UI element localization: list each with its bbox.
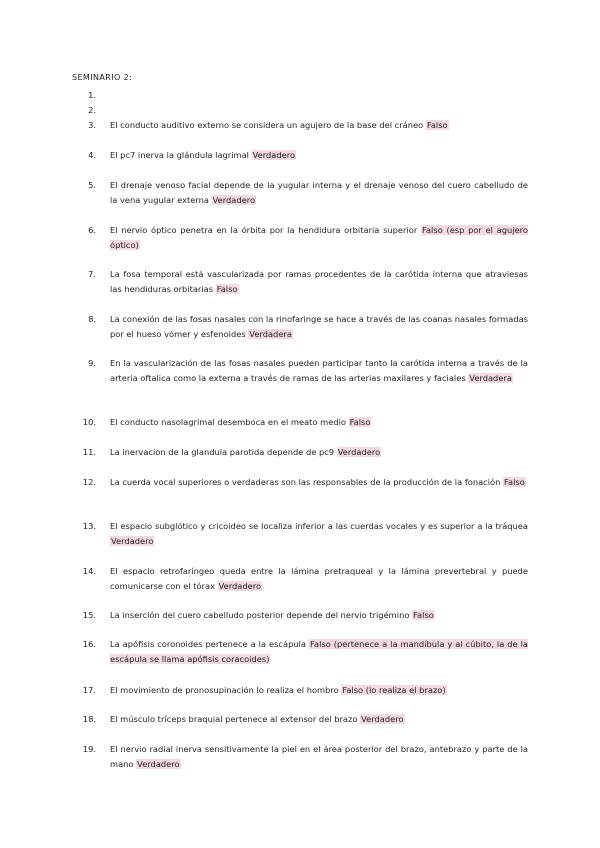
item-number-label: 5. [88,180,96,190]
question-text: La apófisis coronoides pertenece a la escápula [110,639,306,649]
item-number-label: 8. [88,314,96,324]
item-text [110,475,528,490]
answer-highlight: Falso [413,610,434,620]
item-number-label: 17. [82,685,96,695]
item-number-label: 18. [82,714,96,724]
question-text: El conducto auditivo externo se considera un agujero de la base del cráneo [110,120,424,130]
item-text [110,223,528,253]
question-text: El espacio retrofaríngeo queda entre la lámina pretraqueal y la lámina prevertebral y puede comunicarse con el tórax [110,566,528,591]
item-number-label: 9. [88,358,96,368]
answer-highlight: Falso [504,477,525,487]
item-number-label: 13. [82,521,96,531]
item-text [110,712,528,727]
answer-highlight: Falso (pertenece a la mandíbula y al cúbito, la de la escápula se llama apófisis coracoides) [110,639,528,664]
item-number-label: 2. [88,105,96,115]
answer-highlight: Verdadero [137,759,180,769]
item-text [110,445,528,460]
item-text [110,637,528,667]
question-text: El drenaje venoso facial depende de la yugular interna y el drenaje venoso del cuero cabelludo de la vena yugular externa [110,180,528,205]
item-number-label: 16. [82,639,96,649]
item-number-label: 12. [82,477,96,487]
answer-highlight: Verdadero [361,714,404,724]
item-number-label: 1. [88,90,96,100]
item-text [110,178,528,208]
item-text [110,683,528,698]
question-text: El conducto nasolagrimal desemboca en el meato medio [110,417,346,427]
answer-highlight: Falso [349,417,371,427]
item-number-label: 11. [82,447,96,457]
answer-highlight: Falso (esp por el agujero óptico) [110,225,528,250]
item-number-label: 3. [88,120,96,130]
question-text: El nervio óptico penetra en la órbita por la hendidura orbitaria superior [110,225,418,235]
seminar-heading: SEMINARIO 2: [72,73,133,82]
item-text [110,742,528,772]
question-text: El músculo tríceps braquial pertenece al extensor del brazo [110,714,358,724]
item-text [110,118,528,133]
answer-highlight: Falso [216,284,238,294]
item-text [110,312,528,342]
item-number-label: 19. [82,744,96,754]
item-text [110,415,528,430]
question-text: La inervacion de la glandula parotida depende de pc9 [110,447,335,457]
answer-highlight: Falso (lo realiza el brazo) [342,685,446,695]
item-number-label: 15. [82,610,96,620]
question-text: En la vascularización de las fosas nasales pueden participar tanto la carótida interna a través de la arteria oftalica como la externa a través de ramas de las arterias maxilares y faciales [110,358,528,383]
answer-highlight: Verdadero [111,536,154,546]
item-number-label: 6. [88,225,96,235]
answer-highlight: Verdadero [212,195,256,205]
answer-highlight: Verdadero [218,581,262,591]
answer-highlight: Verdadero [337,447,381,457]
question-text: La cuerda vocal superiores o verdaderas son las responsables de la producción de la fonación [110,477,501,487]
item-text [110,356,528,386]
answer-highlight: Verdadera [469,373,512,383]
item-text [110,519,528,549]
question-text: El pc7 inerva la glándula lagrimal [110,150,249,160]
answer-highlight: Verdadero [252,150,296,160]
question-text: La fosa temporal está vascularizada por ramas procedentes de la carótida interna que atraviesas las hendiduras orbitarias [110,269,528,294]
item-text [110,267,528,297]
answer-highlight: Falso [426,120,448,130]
question-text: El espacio subglótico y cricoideo se localiza inferior a las cuerdas vocales y es superior a la tráquea [110,521,528,531]
item-text [110,148,528,163]
item-number-label: 14. [82,566,96,576]
item-text [110,608,528,623]
question-text: El movimiento de pronosupinación lo realiza el hombro [110,685,339,695]
item-number-label: 10. [82,417,96,427]
item-text [110,564,528,594]
question-text: La conexión de las fosas nasales con la rinofaringe se hace a través de las coanas nasales formadas por el hueso vómer y esfenoides [110,314,528,339]
item-number-label: 7. [88,269,96,279]
question-text: El nervio radial inerva sensitivamente la piel en el área posterior del brazo, antebrazo y parte de la mano [110,744,528,769]
item-number-label: 4. [88,150,96,160]
question-text: La inserción del cuero cabelludo posterior depende del nervio trigémino [110,610,410,620]
answer-highlight: Verdadera [249,329,292,339]
